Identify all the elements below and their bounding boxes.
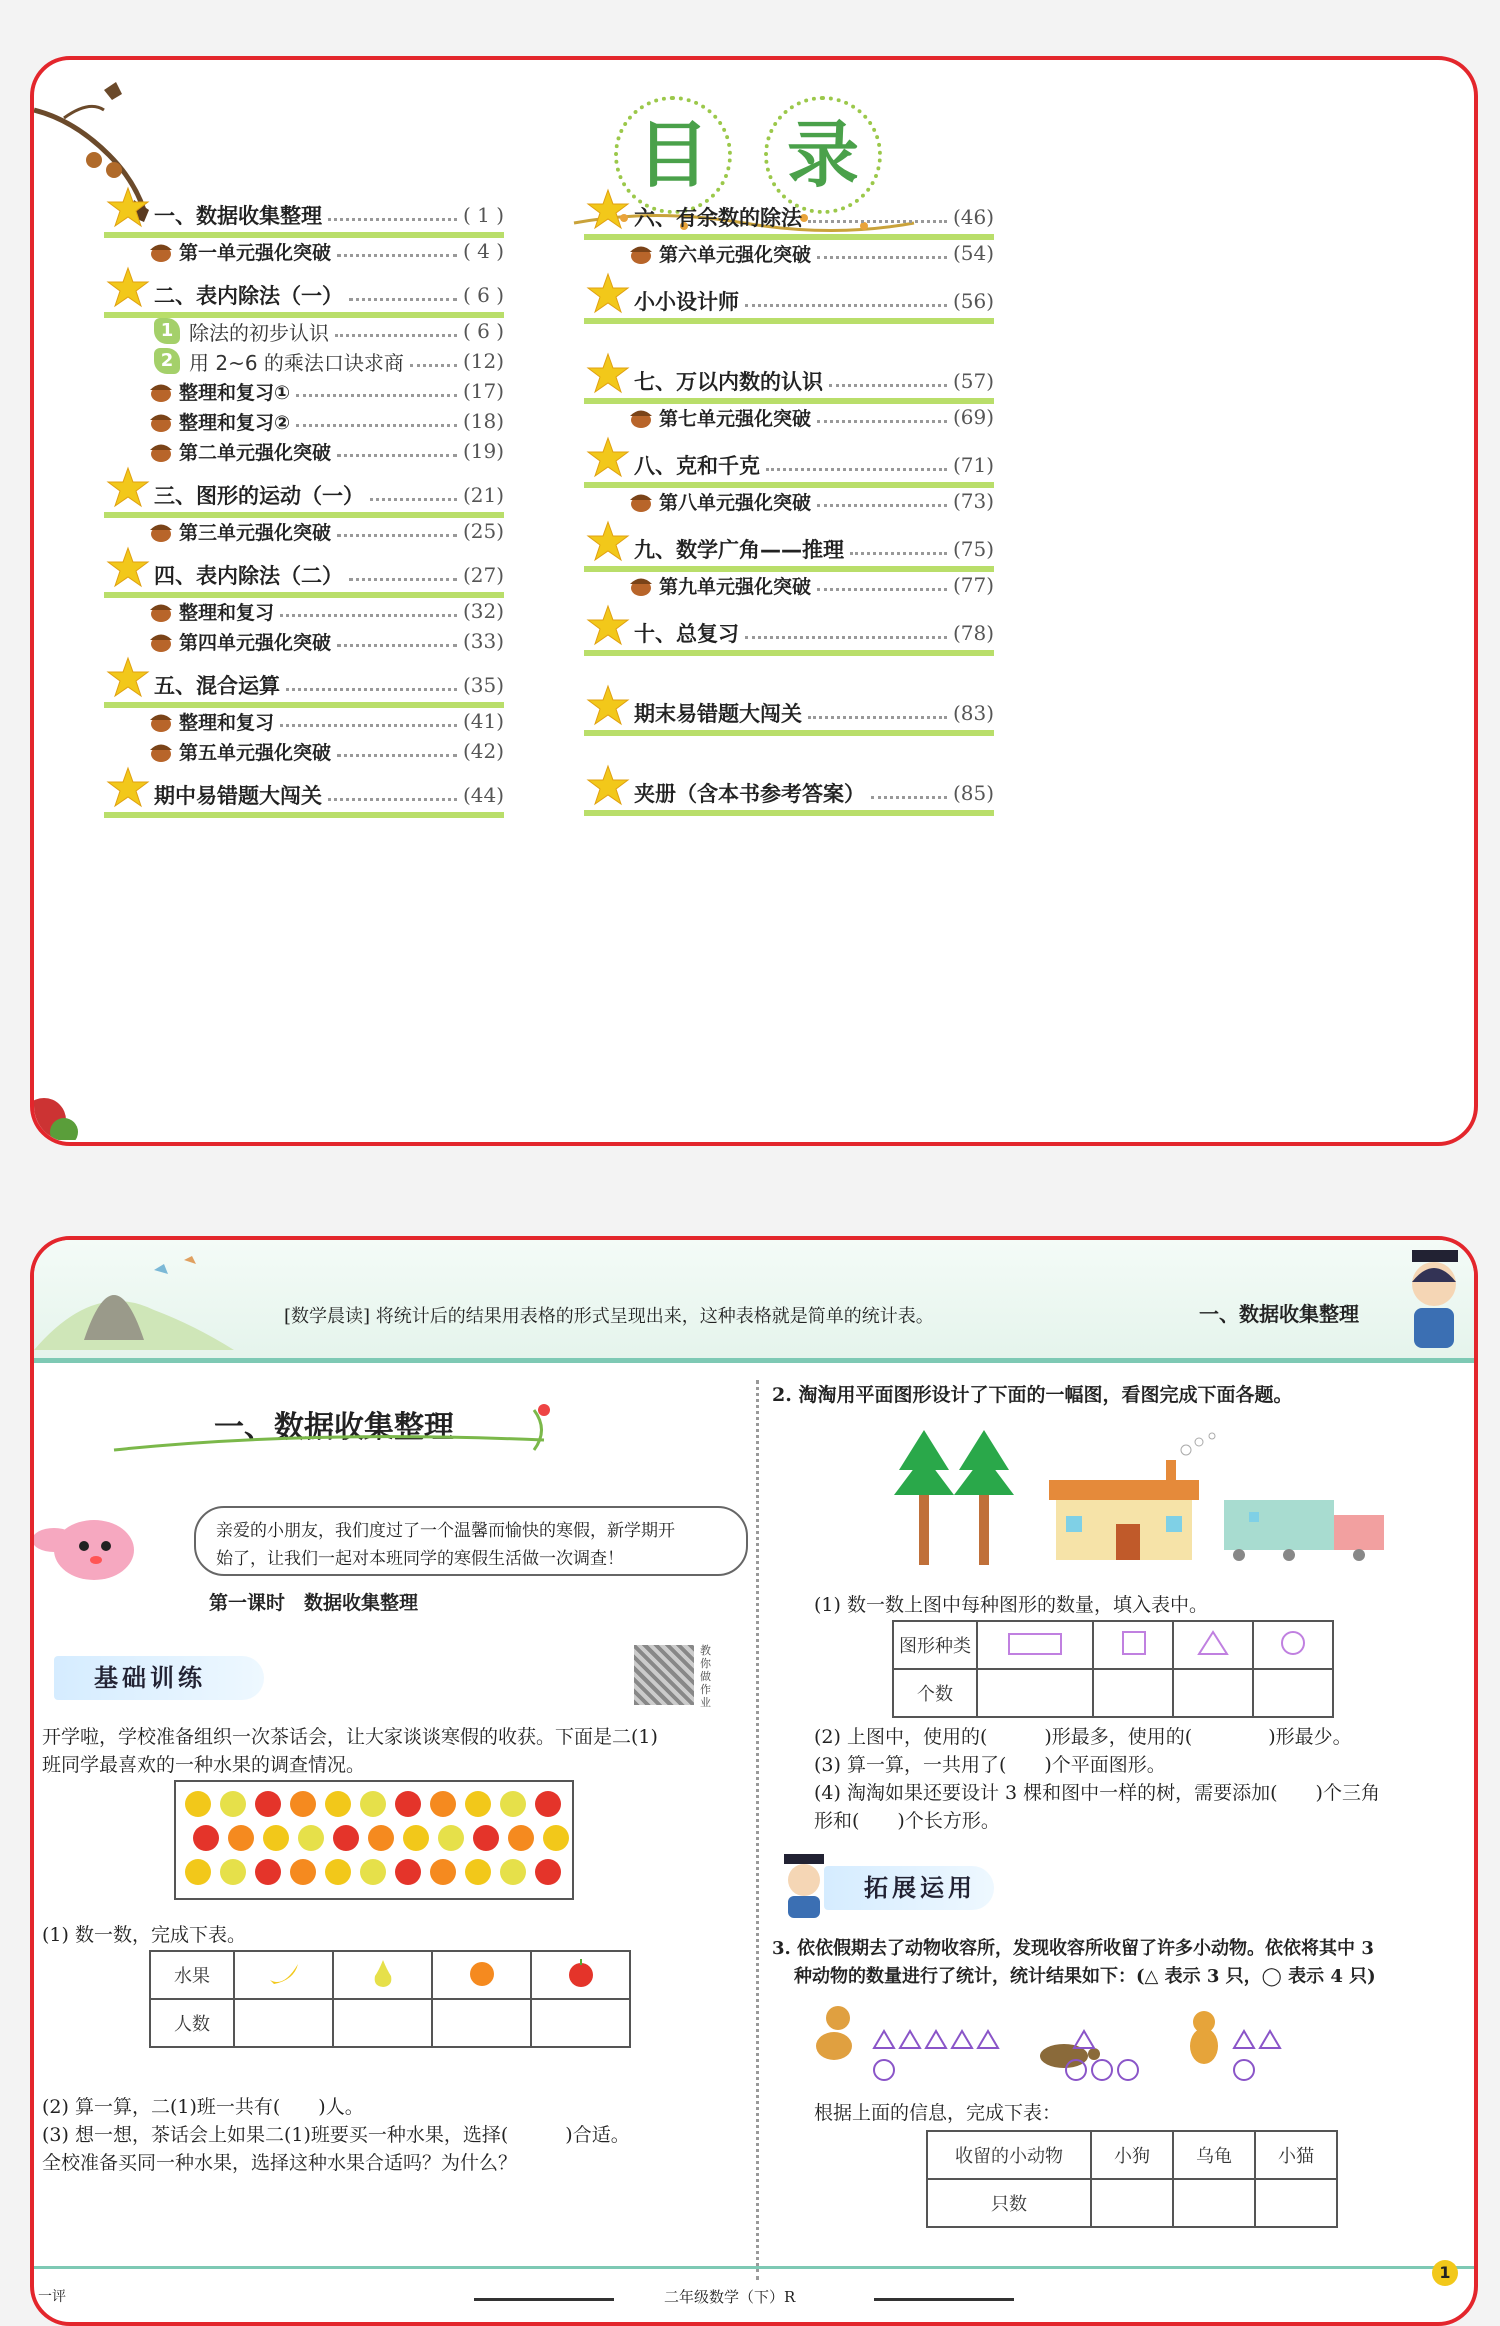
toc-entry[interactable] xyxy=(634,200,994,234)
q2-sub2: (2) 上图中，使用的( )形最多，使用的( )形最少。 xyxy=(814,1726,1352,1748)
animal-table-head: 收留的小动物 xyxy=(927,2131,1091,2179)
toc-entry[interactable] xyxy=(634,364,994,398)
animal-count-cell[interactable] xyxy=(1255,2179,1337,2227)
toc-entry-page: (25) xyxy=(462,519,504,543)
orange-icon xyxy=(432,1951,531,1999)
lesson-number-badge: 2 xyxy=(154,348,180,374)
branch-illustration xyxy=(34,60,174,230)
toc-entry[interactable] xyxy=(189,314,504,348)
fruit-item xyxy=(535,1859,561,1885)
header-unit: 一、数据收集整理 xyxy=(1199,1302,1359,1326)
acorn-icon xyxy=(148,599,174,623)
toc-entry-page: (57) xyxy=(952,369,994,393)
fruit-item xyxy=(395,1791,421,1817)
shape-count-cell[interactable] xyxy=(1093,1669,1173,1717)
bubble-line-2: 始了，让我们一起对本班同学的寒假生活做一次调查！ xyxy=(216,1549,624,1569)
toc-entry[interactable] xyxy=(659,568,994,602)
lesson-number-badge: 1 xyxy=(154,318,180,344)
fruit-item xyxy=(403,1825,429,1851)
toc-underline xyxy=(584,810,994,816)
footer-rule-right xyxy=(874,2298,1014,2301)
toc-entry-page: (32) xyxy=(462,599,504,623)
toc-page xyxy=(30,56,1478,1146)
toc-entry-label: 除法的初步认识 xyxy=(189,320,329,345)
toc-entry[interactable] xyxy=(634,448,994,482)
toc-leader-dots xyxy=(280,614,457,617)
fruit-item xyxy=(395,1859,421,1885)
toc-entry[interactable] xyxy=(179,594,504,628)
toc-entry-page: (56) xyxy=(952,289,994,313)
fruit-item xyxy=(255,1859,281,1885)
acorn-icon xyxy=(148,239,174,263)
fruit-item xyxy=(228,1825,254,1851)
fruit-item xyxy=(430,1791,456,1817)
fruit-item xyxy=(193,1825,219,1851)
toc-entry-page: (71) xyxy=(952,453,994,477)
period-label: 第一课时 数据收集整理 xyxy=(209,1592,419,1614)
acorn-icon xyxy=(148,709,174,733)
toc-entry-label: 八、克和千克 xyxy=(634,454,760,478)
shape-count-cell[interactable] xyxy=(977,1669,1093,1717)
fruit-item xyxy=(220,1791,246,1817)
animal-count-cell[interactable] xyxy=(1091,2179,1173,2227)
toc-leader-dots xyxy=(745,304,947,307)
q1-sub3: (3) 想一想，茶话会上如果二(1)班要买一种水果，选择( )合适。 xyxy=(42,2124,630,2146)
toc-entry-page: ( 1 ) xyxy=(462,203,504,227)
toc-leader-dots xyxy=(817,420,947,423)
star-leaf-icon xyxy=(586,436,630,484)
fruit-item xyxy=(465,1859,491,1885)
toc-entry-label: 夹册（含本书参考答案） xyxy=(634,782,865,806)
toc-entry-label: 第五单元强化突破 xyxy=(179,741,332,764)
toc-leader-dots xyxy=(337,254,457,257)
toc-entry-label: 十、总复习 xyxy=(634,622,739,646)
banana-icon xyxy=(234,1951,333,1999)
toc-entry-page: (19) xyxy=(462,439,504,463)
q2-sub1: (1) 数一数上图中每种图形的数量，填入表中。 xyxy=(814,1594,1208,1616)
toc-entry-label: 整理和复习 xyxy=(179,601,275,624)
toc-leader-dots xyxy=(296,424,457,427)
toc-entry-page: (46) xyxy=(952,205,994,229)
toc-entry-label: 三、图形的运动（一） xyxy=(154,484,364,508)
pink-bird-mascot-icon xyxy=(34,1510,174,1590)
toc-entry-label: 期中易错题大闯关 xyxy=(154,784,322,808)
toc-entry-page: (77) xyxy=(952,573,994,597)
acorn-icon xyxy=(148,409,174,433)
fruit-item xyxy=(508,1825,534,1851)
foliage-decoration xyxy=(34,1080,94,1140)
star-leaf-icon xyxy=(586,272,630,320)
toc-entry-page: (42) xyxy=(462,739,504,763)
toc-entry[interactable] xyxy=(154,558,504,592)
star-leaf-icon xyxy=(106,266,150,314)
acorn-icon xyxy=(628,573,654,597)
toc-entry-label: 第四单元强化突破 xyxy=(179,631,332,654)
toc-entry[interactable] xyxy=(179,624,504,658)
fruit-count-cell[interactable] xyxy=(432,1999,531,2047)
footer-rule-left xyxy=(474,2298,614,2301)
toc-underline xyxy=(584,318,994,324)
toc-entry-page: (41) xyxy=(462,709,504,733)
toc-entry-label: 整理和复习 xyxy=(179,711,275,734)
toc-leader-dots xyxy=(410,364,457,367)
toc-entry-label: 一、数据收集整理 xyxy=(154,204,322,228)
q1-text-line-1: 开学啦，学校准备组织一次茶话会，让大家谈谈寒假的收获。下面是二(1) xyxy=(42,1726,658,1748)
q1-sub2: (2) 算一算，二(1)班一共有( )人。 xyxy=(42,2096,364,2118)
toc-entry-label: 用 2~6 的乘法口诀求商 xyxy=(189,350,404,375)
acorn-icon xyxy=(148,739,174,763)
toc-entry[interactable] xyxy=(154,278,504,312)
toc-leader-dots xyxy=(808,716,947,719)
toc-entry[interactable] xyxy=(634,616,994,650)
section-extend-tag: 拓展运用 xyxy=(824,1866,994,1910)
q3-after: 根据上面的信息，完成下表： xyxy=(814,2102,1062,2124)
toc-entry-page: (33) xyxy=(462,629,504,653)
toc-entry-label: 第二单元强化突破 xyxy=(179,441,332,464)
truck xyxy=(1224,1500,1384,1561)
toc-entry-page: (54) xyxy=(952,241,994,265)
q2-sub4: (4) 淘淘如果还要设计 3 棵和图中一样的树，需要添加( )个三角 xyxy=(814,1782,1380,1804)
fruit-item xyxy=(535,1791,561,1817)
toc-entry-page: ( 6 ) xyxy=(462,283,504,307)
fruit-item xyxy=(333,1825,359,1851)
shape-count-table xyxy=(892,1620,1334,1718)
q3-text-line-1: 3. 依依假期去了动物收容所，发现收容所收留了许多小动物。依依将其中 3 xyxy=(772,1938,1374,1959)
fruit-item xyxy=(430,1859,456,1885)
toc-entry[interactable] xyxy=(179,704,504,738)
toc-entry-label: 第七单元强化突破 xyxy=(659,407,812,430)
footer-left-label: 一评 xyxy=(38,2289,66,2305)
toc-leader-dots xyxy=(286,688,457,691)
lesson-page xyxy=(30,1236,1478,2326)
star-leaf-icon xyxy=(586,352,630,400)
toc-entry-page: ( 4 ) xyxy=(462,239,504,263)
toc-underline xyxy=(104,812,504,818)
star-leaf-icon xyxy=(106,466,150,514)
fruit-item xyxy=(465,1791,491,1817)
bubble-line-1: 亲爱的小朋友，我们度过了一个温馨而愉快的寒假，新学期开 xyxy=(216,1521,675,1541)
toc-entry-label: 第三单元强化突破 xyxy=(179,521,332,544)
toc-leader-dots xyxy=(850,552,947,555)
page-number: 1 xyxy=(1432,2260,1458,2286)
toc-entry-label: 第六单元强化突破 xyxy=(659,243,812,266)
fruit-count-cell[interactable] xyxy=(333,1999,432,2047)
toc-entry-label: 六、有余数的除法 xyxy=(634,206,802,230)
star-leaf-icon xyxy=(586,684,630,732)
qr-code[interactable] xyxy=(634,1645,694,1705)
landscape-illustration xyxy=(34,1240,234,1350)
toc-leader-dots xyxy=(337,454,457,457)
toc-entry-page: (35) xyxy=(462,673,504,697)
toc-entry[interactable] xyxy=(154,198,504,232)
star-leaf-icon xyxy=(106,656,150,704)
toc-entry-label: 第九单元强化突破 xyxy=(659,575,812,598)
student-mascot-icon xyxy=(1394,1244,1474,1354)
shape-count-cell[interactable] xyxy=(1253,1669,1333,1717)
toc-entry[interactable] xyxy=(659,236,994,270)
circle-icon xyxy=(1253,1621,1333,1669)
fruit-item xyxy=(290,1859,316,1885)
fruit-item xyxy=(298,1825,324,1851)
column-divider xyxy=(756,1380,759,2280)
q1-sub3b: 全校准备买同一种水果，选择这种水果合适吗？为什么？ xyxy=(42,2152,518,2174)
toc-entry[interactable] xyxy=(179,234,504,268)
fruit-item xyxy=(543,1825,569,1851)
fruit-table-head: 水果 xyxy=(150,1951,234,1999)
fruit-item xyxy=(185,1859,211,1885)
fruit-count-cell[interactable] xyxy=(531,1999,630,2047)
toc-leader-dots xyxy=(817,256,947,259)
unit-title-vine xyxy=(104,1390,584,1470)
toc-title-char-2: 录 xyxy=(764,96,882,214)
fruit-item xyxy=(185,1791,211,1817)
animal-count-table xyxy=(926,2130,1338,2228)
cat-icon xyxy=(1190,2011,1218,2064)
fruit-item xyxy=(360,1859,386,1885)
footer-line xyxy=(34,2266,1474,2269)
toc-leader-dots xyxy=(349,578,457,581)
q2-sub3: (3) 算一算，一共用了( )个平面图形。 xyxy=(814,1754,1166,1776)
toc-leader-dots xyxy=(871,796,947,799)
toc-entry[interactable] xyxy=(179,374,504,408)
toc-entry-label: 第八单元强化突破 xyxy=(659,491,812,514)
fruit-item xyxy=(290,1791,316,1817)
fruit-item xyxy=(500,1791,526,1817)
animal-count-cell[interactable] xyxy=(1173,2179,1255,2227)
fruit-item xyxy=(438,1825,464,1851)
header-note: [数学晨读] 将统计后的结果用表格的形式呈现出来，这种表格就是简单的统计表。 xyxy=(284,1306,934,1327)
toc-entry-page: (27) xyxy=(462,563,504,587)
animal-col-dog: 小狗 xyxy=(1091,2131,1173,2179)
fruit-item xyxy=(255,1791,281,1817)
toc-leader-dots xyxy=(829,384,947,387)
toc-leader-dots xyxy=(280,724,457,727)
animal-table-count-head: 只数 xyxy=(927,2179,1091,2227)
toc-entry[interactable] xyxy=(634,284,994,318)
speech-bubble xyxy=(194,1506,748,1576)
star-leaf-icon xyxy=(106,546,150,594)
toc-leader-dots xyxy=(745,636,947,639)
shape-table-head: 图形种类 xyxy=(893,1621,977,1669)
tree-2 xyxy=(954,1430,1014,1565)
q1-sub1: (1) 数一数，完成下表。 xyxy=(42,1924,246,1946)
shape-design-picture xyxy=(894,1420,1384,1570)
footer-title: 二年级数学（下）R xyxy=(664,2288,796,2306)
acorn-icon xyxy=(148,439,174,463)
q2-sub4b: 形和( )个长方形。 xyxy=(814,1810,1000,1832)
apple-icon xyxy=(531,1951,630,1999)
fruit-count-table xyxy=(149,1950,631,2048)
animal-col-turtle: 乌龟 xyxy=(1173,2131,1255,2179)
animal-tally-picture xyxy=(804,1996,1444,2086)
toc-entry[interactable] xyxy=(179,734,504,768)
acorn-icon xyxy=(628,489,654,513)
toc-leader-dots xyxy=(328,798,457,801)
toc-entry[interactable] xyxy=(154,778,504,812)
animal-col-cat: 小猫 xyxy=(1255,2131,1337,2179)
fruit-item xyxy=(325,1791,351,1817)
toc-entry[interactable] xyxy=(634,776,994,810)
toc-leader-dots xyxy=(817,504,947,507)
toc-entry-page: (17) xyxy=(462,379,504,403)
toc-entry-page: (83) xyxy=(952,701,994,725)
acorn-icon xyxy=(148,379,174,403)
toc-entry-page: (69) xyxy=(952,405,994,429)
toc-entry-page: ( 6 ) xyxy=(462,319,504,343)
acorn-icon xyxy=(148,629,174,653)
toc-entry[interactable] xyxy=(154,668,504,702)
toc-underline xyxy=(584,650,994,656)
toc-entry-label: 第一单元强化突破 xyxy=(179,241,332,264)
fruit-count-cell[interactable] xyxy=(234,1999,333,2047)
toc-leader-dots xyxy=(766,468,947,471)
toc-leader-dots xyxy=(337,754,457,757)
toc-leader-dots xyxy=(817,588,947,591)
toc-entry-page: (75) xyxy=(952,537,994,561)
fruit-item xyxy=(368,1825,394,1851)
toc-entry-label: 二、表内除法（一） xyxy=(154,284,343,308)
star-leaf-icon xyxy=(586,604,630,652)
toc-entry-page: (73) xyxy=(952,489,994,513)
fruit-item xyxy=(325,1859,351,1885)
toc-entry-label: 九、数学广角——推理 xyxy=(634,538,844,562)
unit-title: 一、数据收集整理 xyxy=(214,1410,454,1445)
toc-entry[interactable] xyxy=(659,400,994,434)
toc-leader-dots xyxy=(808,220,947,223)
acorn-icon xyxy=(628,241,654,265)
star-leaf-icon xyxy=(586,520,630,568)
shape-count-cell[interactable] xyxy=(1173,1669,1253,1717)
toc-leader-dots xyxy=(328,218,457,221)
fruit-survey-image xyxy=(174,1780,574,1900)
toc-entry-label: 小小设计师 xyxy=(634,290,739,314)
toc-title-char-1: 目 xyxy=(614,96,732,214)
toc-entry-page: (21) xyxy=(462,483,504,507)
toc-entry-page: (12) xyxy=(462,349,504,373)
square-icon xyxy=(1093,1621,1173,1669)
toc-entry[interactable] xyxy=(154,478,504,512)
star-leaf-icon xyxy=(106,186,150,234)
dog-icon xyxy=(816,2006,852,2060)
q3-text-line-2: 种动物的数量进行了统计，统计结果如下：(△ 表示 3 只，◯ 表示 4 只) xyxy=(794,1966,1376,1987)
q2-title: 2. 淘淘用平面图形设计了下面的一幅图，看图完成下面各题。 xyxy=(772,1384,1293,1406)
toc-entry-label: 四、表内除法（二） xyxy=(154,564,343,588)
q1-text-line-2: 班同学最喜欢的一种水果的调查情况。 xyxy=(42,1754,366,1776)
pear-icon xyxy=(333,1951,432,1999)
rectangle-icon xyxy=(977,1621,1093,1669)
toc-entry-label: 整理和复习① xyxy=(179,381,291,404)
toc-entry-label: 整理和复习② xyxy=(179,411,291,434)
toc-entry-label: 期末易错题大闯关 xyxy=(634,702,802,726)
fruit-item xyxy=(220,1859,246,1885)
qr-caption: 教你做作业 xyxy=(700,1644,711,1709)
triangle-icon xyxy=(1173,1621,1253,1669)
fruit-item xyxy=(360,1791,386,1817)
toc-entry[interactable] xyxy=(659,484,994,518)
toc-entry-page: (44) xyxy=(462,783,504,807)
star-leaf-icon xyxy=(586,188,630,236)
toc-leader-dots xyxy=(296,394,457,397)
acorn-icon xyxy=(628,405,654,429)
toc-entry-label: 七、万以内数的认识 xyxy=(634,370,823,394)
toc-entry[interactable] xyxy=(179,514,504,548)
toc-entry[interactable] xyxy=(179,404,504,438)
toc-underline xyxy=(584,730,994,736)
section-basic-tag: 基础训练 xyxy=(54,1656,264,1700)
fruit-item xyxy=(500,1859,526,1885)
toc-leader-dots xyxy=(337,534,457,537)
toc-entry[interactable] xyxy=(634,532,994,566)
toc-entry[interactable] xyxy=(179,434,504,468)
toc-entry-page: (85) xyxy=(952,781,994,805)
tree-1 xyxy=(894,1430,954,1565)
toc-leader-dots xyxy=(349,298,457,301)
toc-entry-page: (18) xyxy=(462,409,504,433)
acorn-icon xyxy=(148,519,174,543)
fruit-table-count-head: 人数 xyxy=(150,1999,234,2047)
toc-entry-page: (78) xyxy=(952,621,994,645)
shape-table-count-head: 个数 xyxy=(893,1669,977,1717)
fruit-item xyxy=(263,1825,289,1851)
toc-entry[interactable] xyxy=(189,344,504,378)
fruit-item xyxy=(473,1825,499,1851)
toc-leader-dots xyxy=(370,498,457,501)
toc-leader-dots xyxy=(337,644,457,647)
toc-entry-label: 五、混合运算 xyxy=(154,674,280,698)
toc-entry[interactable] xyxy=(634,696,994,730)
star-leaf-icon xyxy=(586,764,630,812)
star-leaf-icon xyxy=(106,766,150,814)
house xyxy=(1049,1433,1215,1560)
toc-leader-dots xyxy=(335,334,457,337)
